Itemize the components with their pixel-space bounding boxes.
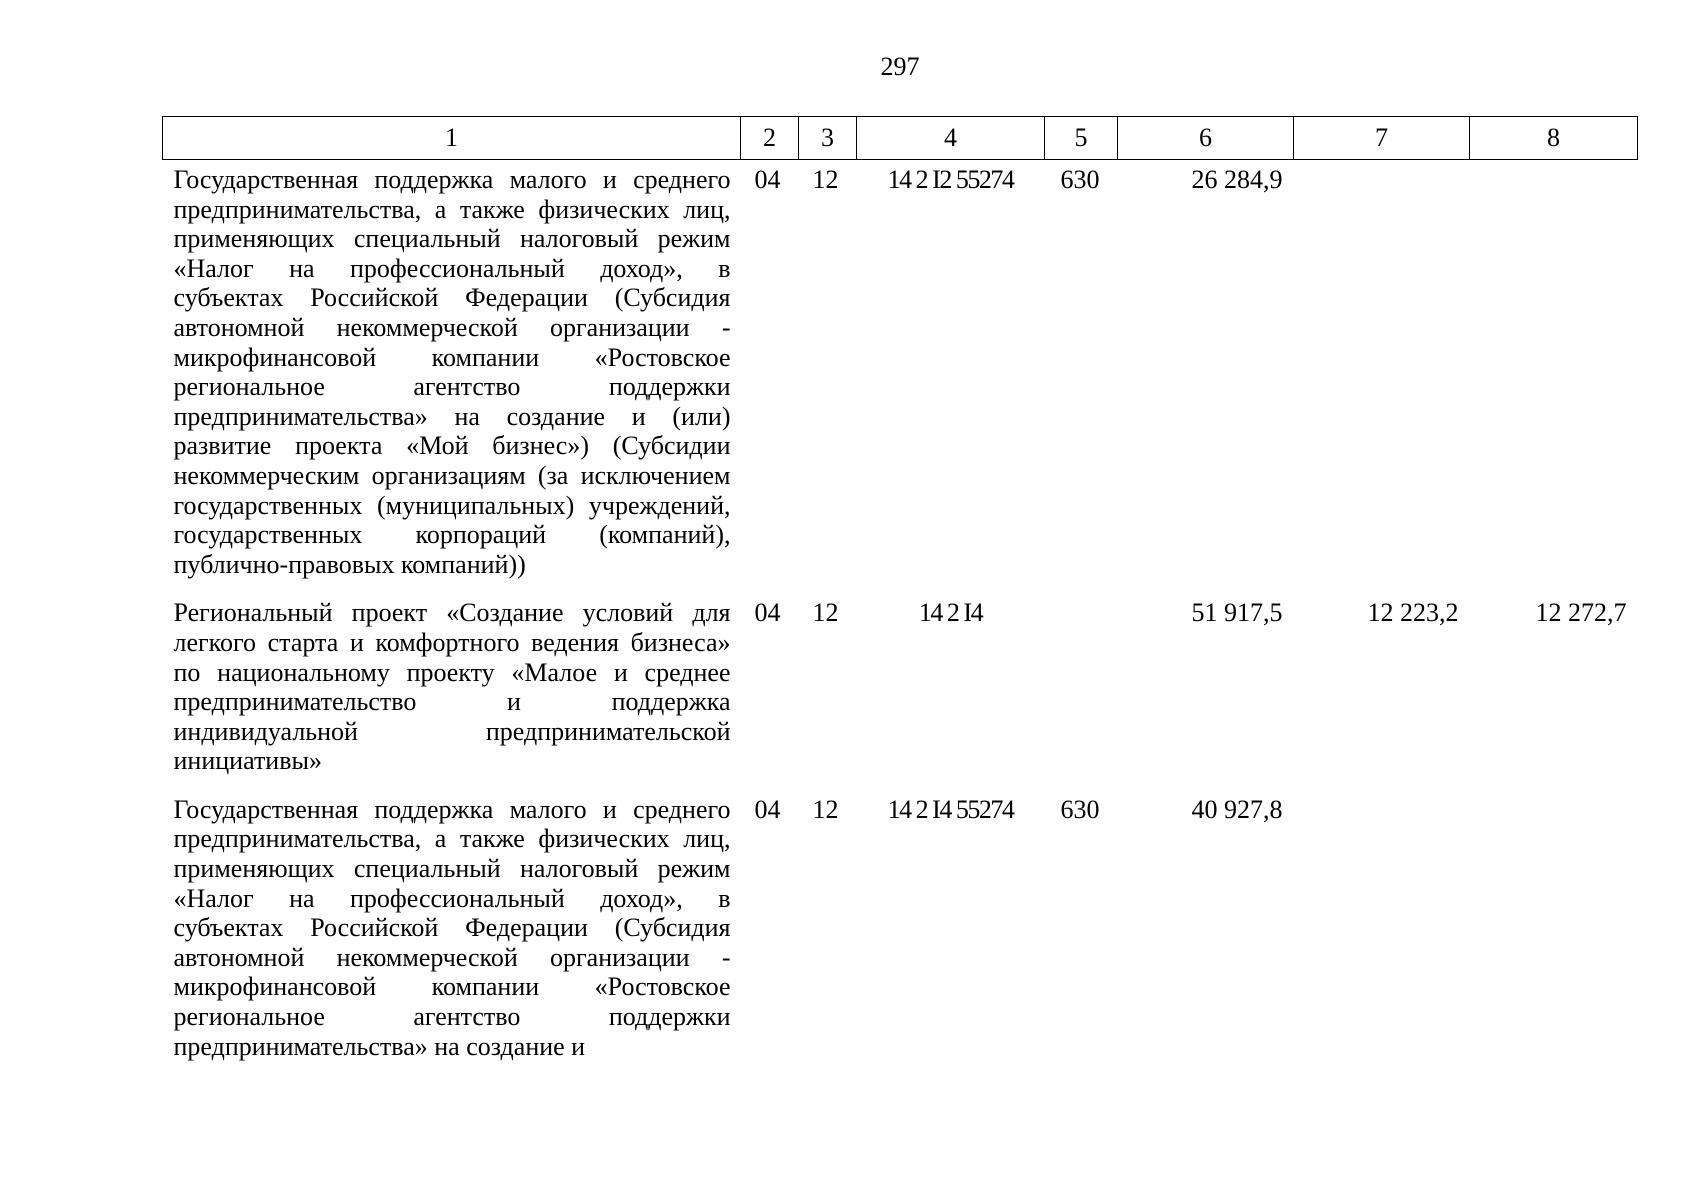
row-section-code: 04: [754, 598, 781, 628]
column-header-7: 7: [1294, 117, 1470, 160]
row-subsection-code: 12: [812, 794, 839, 824]
table-header-row: [163, 117, 1638, 160]
row-section-code: 04: [754, 794, 781, 824]
row-amount-col8: 12 272,7: [1535, 598, 1627, 628]
budget-table: [162, 116, 1638, 1075]
table-row: [163, 593, 1638, 790]
table-row: [163, 790, 1638, 1075]
column-header-4: 4: [857, 117, 1045, 160]
column-header-5: 5: [1045, 117, 1118, 160]
row-amount-col7: [1294, 160, 1470, 594]
row-amount-col8: [1470, 790, 1638, 1075]
column-header-6: 6: [1118, 117, 1294, 160]
row-amount-col6: 40 927,8: [1191, 794, 1283, 824]
row-expense-type: [1045, 593, 1118, 790]
row-section-code: 04: [754, 165, 781, 194]
row-amount-col7: 12 223,2: [1367, 598, 1459, 628]
row-target-article: 14 2 I4: [918, 598, 983, 628]
page-number: 297: [880, 52, 920, 81]
row-description: Региональный проект «Создание условий для легкого старта и комфортного ведения бизнеса» по национальному проекту «Малое и среднее предпринимательство и поддержка индивидуальной предпринимательской инициативы»: [173, 598, 731, 776]
column-header-2: 2: [741, 117, 799, 160]
row-amount-col6: 26 284,9: [1191, 165, 1283, 194]
row-expense-type: 630: [1060, 794, 1100, 824]
row-amount-col6: 51 917,5: [1191, 598, 1283, 628]
row-amount-col8: [1470, 160, 1638, 594]
row-target-article: 14 2 I4 55274: [887, 794, 1014, 824]
row-subsection-code: 12: [812, 165, 839, 194]
row-subsection-code: 12: [812, 598, 839, 628]
column-header-3: 3: [799, 117, 857, 160]
row-amount-col7: [1294, 790, 1470, 1075]
row-expense-type: 630: [1060, 165, 1100, 194]
table-row: [163, 160, 1638, 594]
row-target-article: 14 2 I2 55274: [887, 165, 1014, 194]
row-description: Государственная поддержка малого и среднего предпринимательства, а также физических лиц, применяющих специальный налоговый режим «Налог на профессиональный доход», в субъектах Российской Федерации (Субсидия автономной некоммерческой организации - микрофинансовой компании «Ростовское региональное агентство поддержки предпринимательства» на создание и (или) развитие проекта «Мой бизнес») (Субсидии некоммерческим организациям (за исключением государственных (муниципальных) учреждений, государственных корпораций (компаний), публично-правовых компаний)): [173, 165, 731, 579]
row-description: Государственная поддержка малого и среднего предпринимательства, а также физических лиц, применяющих специальный налоговый режим «Налог на профессиональный доход», в субъектах Российской Федерации (Субсидия автономной некоммерческой организации - микрофинансовой компании «Ростовское региональное агентство поддержки предпринимательства» на создание и: [173, 794, 731, 1061]
column-header-1: 1: [163, 117, 741, 160]
column-header-8: 8: [1470, 117, 1638, 160]
